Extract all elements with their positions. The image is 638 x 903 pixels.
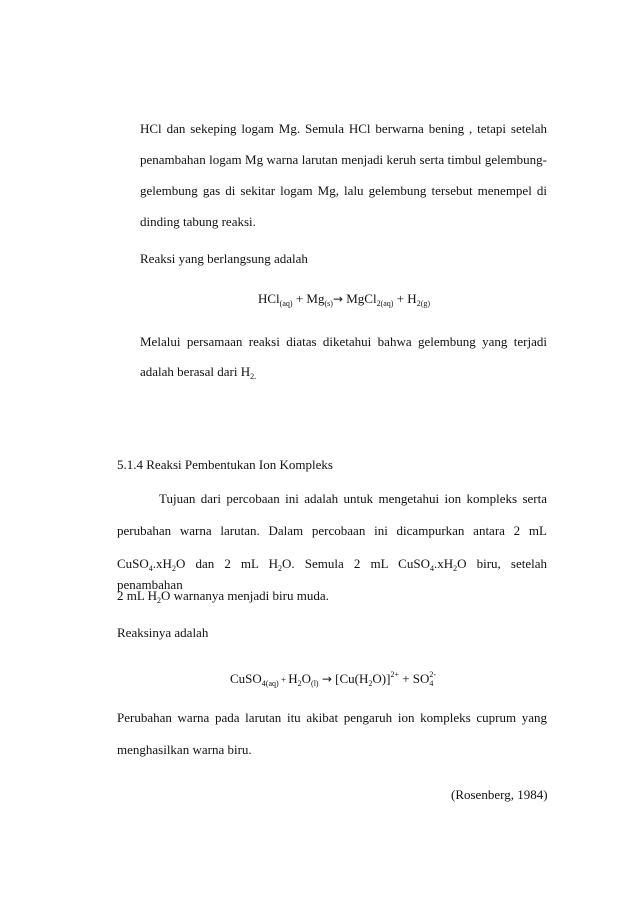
citation: (Rosenberg, 1984) xyxy=(451,787,548,802)
para1-line2: penambahan logam Mg warna larutan menjadi keruh serta timbul gelembung- xyxy=(140,152,547,167)
eq1-mgcl: MgCl xyxy=(342,291,377,306)
eq1-mg: + Mg xyxy=(292,291,325,306)
eq1-h2-sub: 2(g) xyxy=(416,299,431,308)
section-heading: 5.1.4 Reaksi Pembentukan Ion Kompleks xyxy=(117,457,333,472)
para2-line2 xyxy=(140,364,256,385)
para3-line1: Tujuan dari percobaan ini adalah untuk mengetahui ion kompleks serta xyxy=(159,491,547,506)
para1-line3: gelembung gas di sekitar logam Mg, lalu gelembung tersebut menempel di xyxy=(140,183,547,198)
para4-line2: menghasilkan warna biru. xyxy=(117,742,252,757)
eq1-hcl: HCl xyxy=(258,291,280,306)
eq1-hcl-state: (aq) xyxy=(279,299,293,308)
equation-2: CuSO$_{4(aq)}$ + $H_2O_{(l)} \to [Cu(H_2O)]^{2+} + SO_4^{2-}$ xyxy=(230,670,437,688)
equation-1 xyxy=(258,291,430,312)
para4-line1: Perubahan warna pada larutan itu akibat pengaruh ion kompleks cuprum yang xyxy=(117,710,547,725)
para3-line4: 2 mL $H_2O$ warnanya menjadi biru muda. xyxy=(117,588,329,605)
eq1-mgcl-sub: 2(aq) xyxy=(376,299,394,308)
arrow-icon: → xyxy=(332,292,343,306)
para3-line2: perubahan warna larutan. Dalam percobaan ini dicampurkan antara 2 mL xyxy=(117,523,547,538)
arrow-icon: → xyxy=(321,672,332,686)
para2-line2-text: adalah berasal dari H xyxy=(140,364,251,379)
para1-line4: dinding tabung reaksi. xyxy=(140,214,256,229)
para1-line1: HCl dan sekeping logam Mg. Semula HCl berwarna bening , tetapi setelah xyxy=(140,121,547,136)
eq1-h2: + H xyxy=(393,291,417,306)
reaction-intro-2: Reaksinya adalah xyxy=(117,625,209,640)
reaction-intro-1: Reaksi yang berlangsung adalah xyxy=(140,251,308,266)
eq2-cuso: CuSO xyxy=(230,671,262,686)
para2-line2-sub: 2. xyxy=(250,372,257,381)
para3-line3: $CuSO_4.xH_2O$ dan 2 mL $H_2O$. Semula 2 mL $CuSO_4.xH_2O$ biru, setelah penambahan xyxy=(117,556,548,592)
para2-line1: Melalui persamaan reaksi diatas diketahui bahwa gelembung yang terjadi xyxy=(140,334,547,349)
eq1-mg-state: (s) xyxy=(324,299,333,308)
